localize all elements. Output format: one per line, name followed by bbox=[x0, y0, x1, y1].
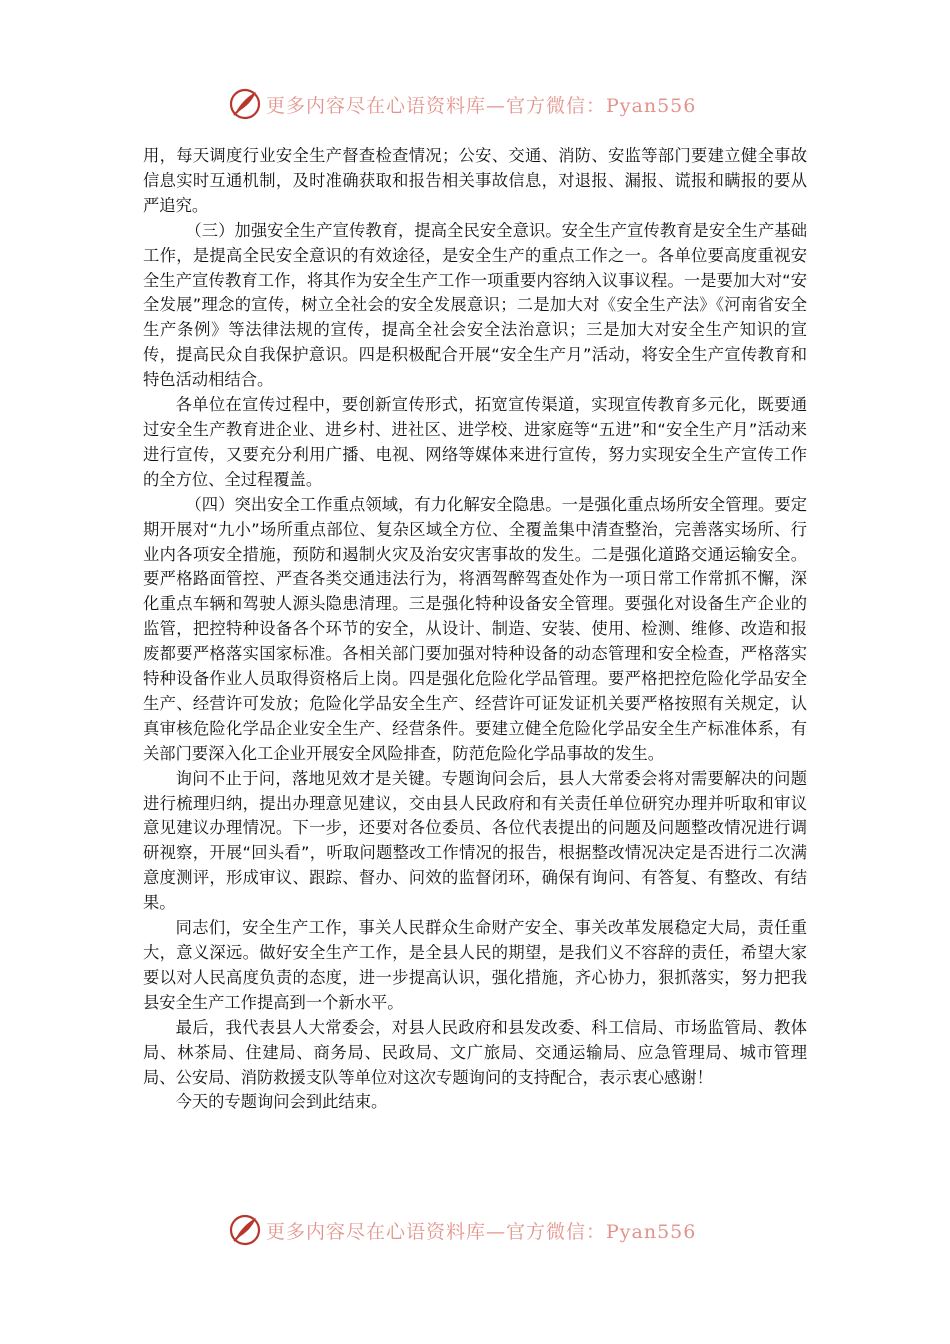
paragraph-heading-3: （三）加强安全生产宣传教育，提高全民安全意识。安全生产宣传教育是安全生产基础工作，是提高全民安全意识的有效途径，是安全生产的重点工作之一。各单位要高度重视安全生产宣传教育工作，将其作为安全生产工作一项重要内容纳入议事议程。一是要加大对“安全发展”理念的宣传，树立全社会的安全发展意识；二是加大对《安全生产法》《河南省安全生产条例》等法律法规的宣传，提高全社会安全法治意识；三是加大对安全生产知识的宣传，提高民众自我保护意识。四是积极配合开展“安全生产月”活动，将安全生产宣传教育和特色活动相结合。 bbox=[143, 220, 807, 390]
paragraph: 同志们，安全生产工作，事关人民群众生命财产安全、事关改革发展稳定大局，责任重大，意义深远。做好安全生产工作，是全县人民的期望，是我们义不容辞的责任，希望大家要以对人民高度负责的态度，进一步提高认识，强化措施，齐心协力，狠抓落实，努力把我县安全生产工作提高到一个新水平。 bbox=[143, 918, 807, 1012]
watermark-text: 更多内容尽在心语资料库—官方微信：Pyan556 bbox=[266, 94, 697, 117]
paragraph: 询问不止于问，落地见效才是关键。专题询问会后，县人大常委会将对需要解决的问题进行梳理归纳，提出办理意见建议，交由县人民政府和有关责任单位研究办理并听取和审议意见建议办理情况。下一步，还要对各位委员、各位代表提出的问题及问题整改情况进行调研视察，开展“回头看”，听取问题整改工作情况的报告，根据整改情况决定是否进行二次满意度测评，形成审议、跟踪、督办、问效的监督闭环，确保有询问、有答复、有整改、有结果。 bbox=[143, 768, 807, 913]
paragraph-heading-4: （四）突出安全工作重点领域，有力化解安全隐患。一是强化重点场所安全管理。要定期开展对“九小”场所重点部位、复杂区域全方位、全覆盖集中清查整治，完善落实场所、行业内各项安全措施，预防和遏制火灾及治安灾害事故的发生。二是强化道路交通运输安全。要严格路面管控、严查各类交通违法行为，将酒驾醉驾查处作为一项日常工作常抓不懈，深化重点车辆和驾驶人源头隐患清理。三是强化特种设备安全管理。要强化对设备生产企业的监管，把控特种设备各个环节的安全，从设计、制造、安装、使用、检测、维修、改造和报废都要严格落实国家标准。各相关部门要加强对特种设备的动态管理和安全检查，严格落实特种设备作业人员取得资格后上岗。四是强化危险化学品管理。要严格把控危险化学品安全生产、经营许可发放；危险化学品安全生产、经营许可证发证机关要严格按照有关规定，认真审核危险化学品企业安全生产、经营条件。要建立健全危险化学品安全生产标准体系，有关部门要深入化工企业开展安全风险排查，防范危险化学品事故的发生。 bbox=[143, 494, 807, 763]
feather-pen-logo-icon bbox=[228, 87, 262, 121]
document-body bbox=[143, 144, 807, 1115]
watermark-header bbox=[228, 86, 728, 122]
paragraph: 用，每天调度行业安全生产督查检查情况；公安、交通、消防、安监等部门要建立健全事故信息实时互通机制，及时准确获取和报告相关事故信息，对退报、漏报、谎报和瞒报的要从严追究。 bbox=[143, 146, 807, 215]
paragraph: 各单位在宣传过程中，要创新宣传形式，拓宽宣传渠道，实现宣传教育多元化，既要通过安全生产教育进企业、进乡村、进社区、进学校、进家庭等“五进”和“安全生产月”活动来进行宣传，又要充分利用广播、电视、网络等媒体来进行宣传，努力实现安全生产宣传工作的全方位、全过程覆盖。 bbox=[143, 395, 807, 489]
watermark-text: 更多内容尽在心语资料库—官方微信：Pyan556 bbox=[266, 1220, 697, 1243]
paragraph-closing: 今天的专题询问会到此结束。 bbox=[175, 1092, 388, 1112]
watermark-footer bbox=[228, 1212, 728, 1248]
feather-pen-logo-icon bbox=[228, 1213, 262, 1247]
paragraph: 最后，我代表县人大常委会，对县人民政府和县发改委、科工信局、市场监管局、教体局、林茶局、住建局、商务局、民政局、文广旅局、交通运输局、应急管理局、城市管理局、公安局、消防救援支队等单位对这次专题询问的支持配合，表示衷心感谢！ bbox=[143, 1017, 807, 1087]
